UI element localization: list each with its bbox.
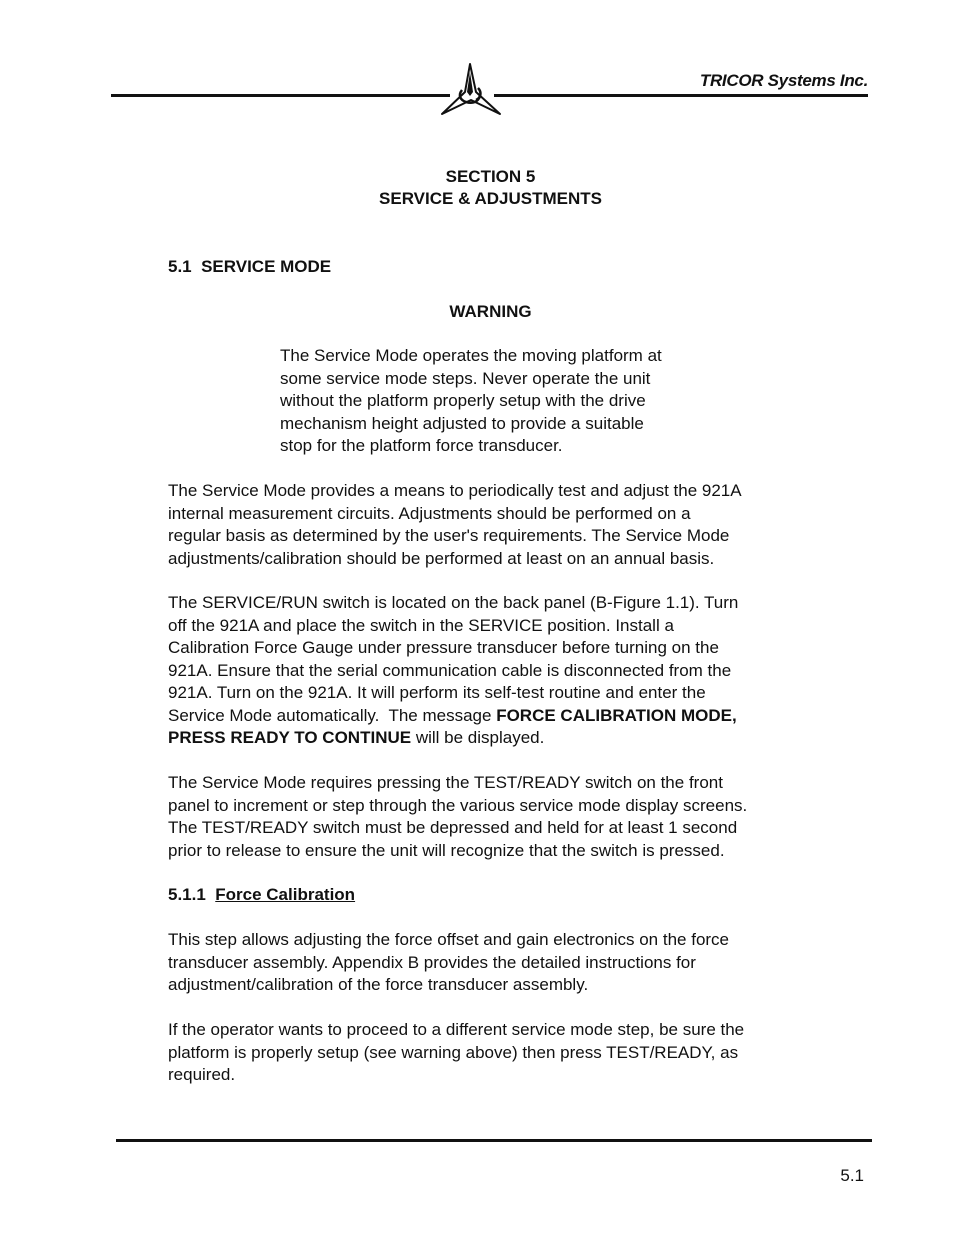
heading-5-1: 5.1 SERVICE MODE	[168, 257, 332, 276]
paragraph-line: adjustments/calibration should be performed at least on an annual basis.	[168, 548, 715, 568]
header-rule-right	[494, 94, 868, 97]
heading-5-1-1	[168, 884, 355, 906]
page-number: 5.1	[840, 1166, 864, 1185]
warning-text	[280, 345, 740, 458]
paragraph-line: The TEST/READY switch must be depressed and held for at least 1 second	[168, 818, 738, 837]
paragraph-line: This step allows adjusting the force offset and gain electronics on the force	[168, 930, 730, 949]
paragraph-line: The Service Mode provides a means to periodically test and adjust the 921A	[168, 481, 742, 500]
warning-line: The Service Mode operates the moving platform at	[280, 346, 662, 365]
paragraph-line: The Service Mode requires pressing the TEST/READY switch on the front	[168, 773, 723, 792]
paragraph-line: required.	[168, 1065, 236, 1084]
company-name: TRICOR Systems Inc.	[699, 71, 868, 90]
paragraph-service-run-switch	[168, 592, 828, 750]
paragraph-service-mode-intro	[168, 480, 828, 570]
paragraph-line: 921A. Turn on the 921A. It will perform its self-test routine and enter the	[168, 683, 706, 702]
paragraph-line: If the operator wants to proceed to a different service mode step, be sure the	[168, 1020, 745, 1039]
paragraph-line: regular basis as determined by the user's requirements. The Service Mode	[168, 526, 730, 545]
display-message-part2: PRESS READY TO CONTINUE	[168, 728, 412, 747]
paragraph-line	[168, 705, 828, 728]
paragraph-line: prior to release to ensure the unit will recognize that the switch is pressed.	[168, 840, 725, 860]
tricor-logo-icon	[438, 62, 502, 118]
paragraph-test-ready-switch	[168, 772, 828, 862]
heading-title: Force Calibration	[215, 885, 356, 904]
paragraph-line: adjustment/calibration of the force transducer assembly.	[168, 975, 589, 994]
section-title-line1: SECTION 5	[445, 167, 536, 186]
footer-rule	[116, 1139, 872, 1142]
section-title-line2: SERVICE & ADJUSTMENTS	[379, 189, 602, 208]
heading-number: 5.1.1	[168, 885, 216, 904]
warning-line: some service mode steps. Never operate the unit	[280, 368, 651, 388]
paragraph-text: Service Mode automatically. The message	[168, 705, 497, 725]
paragraph-line: platform is properly setup (see warning above) then press TEST/READY, as	[168, 1042, 739, 1062]
warning-title: WARNING	[449, 302, 532, 321]
warning-line: stop for the platform force transducer.	[280, 436, 563, 455]
paragraph-line: The SERVICE/RUN switch is located on the back panel (B-Figure 1.1). Turn	[168, 593, 739, 612]
display-message-part1: FORCE CALIBRATION MODE,	[496, 705, 737, 725]
header-rule-left	[111, 94, 450, 97]
paragraph-text: will be displayed.	[411, 728, 545, 747]
warning-line: without the platform properly setup with the drive	[280, 391, 646, 410]
paragraph-different-step	[168, 1019, 828, 1087]
paragraph-line: Calibration Force Gauge under pressure transducer before turning on the	[168, 638, 719, 657]
paragraph-line: off the 921A and place the switch in the SERVICE position. Install a	[168, 615, 674, 635]
warning-line: mechanism height adjusted to provide a suitable	[280, 413, 644, 433]
paragraph-line	[168, 727, 828, 750]
paragraph-force-calibration	[168, 929, 828, 997]
paragraph-line: 921A. Ensure that the serial communication cable is disconnected from the	[168, 660, 732, 680]
paragraph-line: panel to increment or step through the various service mode display screens.	[168, 795, 748, 815]
paragraph-line: transducer assembly. Appendix B provides the detailed instructions for	[168, 952, 696, 972]
paragraph-line: internal measurement circuits. Adjustments should be performed on a	[168, 503, 691, 523]
